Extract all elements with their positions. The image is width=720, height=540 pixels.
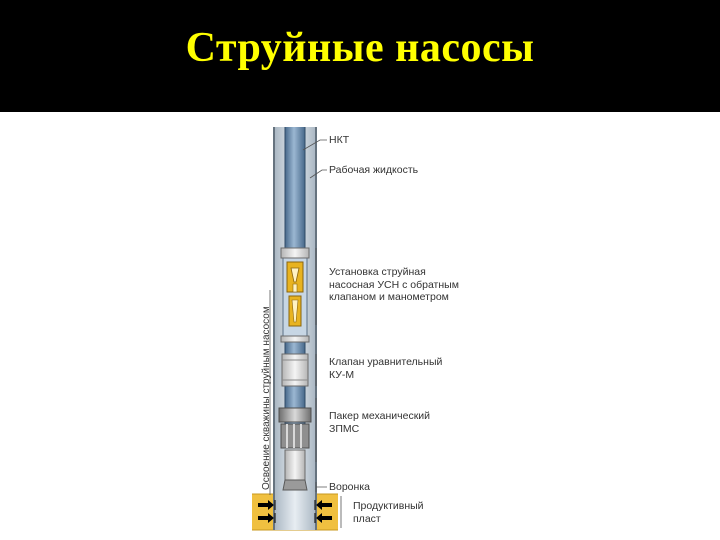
funnel-shape <box>283 480 307 490</box>
label-formation-line1: Продуктивный <box>353 500 424 512</box>
label-pump-unit <box>329 266 459 304</box>
packer-mandrel <box>285 450 305 480</box>
slide-title: Струйные насосы <box>185 25 535 71</box>
label-valve-line2: КУ-М <box>329 368 355 381</box>
label-valve-line1: Клапан уравнительный <box>329 356 443 368</box>
label-packer-line1: Пакер механический <box>329 410 431 422</box>
label-formation <box>353 500 424 525</box>
leader-funnel <box>316 482 327 492</box>
label-pump-unit-line1: Установка струйная <box>329 266 426 278</box>
label-valve <box>329 356 442 381</box>
valve-body <box>282 354 308 386</box>
label-working-fluid: Рабочая жидкость <box>329 164 419 176</box>
label-packer-line2: ЗПМС <box>329 422 360 435</box>
side-vertical-label: Освоение скважины струйным насосом <box>261 306 272 490</box>
label-formation-line2: пласт <box>353 512 381 525</box>
label-funnel: Воронка <box>329 481 370 493</box>
label-packer <box>329 410 430 435</box>
label-pump-unit-line2: насосная УСН с обратным <box>329 278 459 291</box>
packer-top <box>279 408 311 422</box>
label-pump-unit-line3: клапаном и манометром <box>329 291 449 303</box>
label-nkt: НКТ <box>329 134 350 146</box>
pump-unit-head <box>281 248 309 258</box>
